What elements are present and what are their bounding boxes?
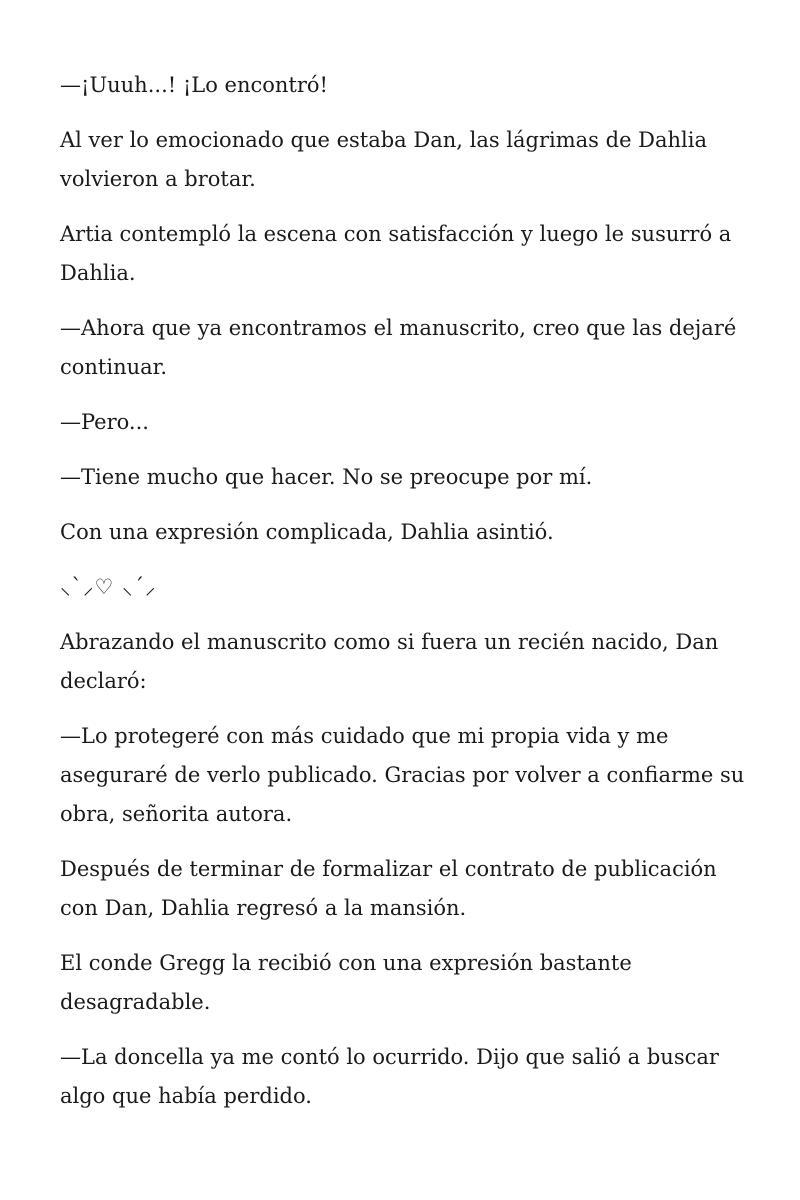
paragraph-10: —Lo protegeré con más cuidado que mi propia vida y me aseguraré de verlo publicado. Gracias por volver a confiarme su obra, señorita autora. — [60, 724, 745, 826]
paragraph-4: —Ahora que ya encontramos el manuscrito, creo que las dejaré continuar. — [60, 316, 737, 379]
paragraph-2: Al ver lo emocionado que estaba Dan, las lágrimas de Dahlia volvieron a brotar. — [60, 128, 708, 191]
paragraph-12: El conde Gregg la recibió con una expresión bastante desagradable. — [60, 951, 632, 1014]
paragraph-5: —Pero... — [60, 410, 149, 434]
paragraph-9: Abrazando el manuscrito como si fuera un recién nacido, Dan declaró: — [60, 630, 719, 693]
paragraph-3: Artia contempló la escena con satisfacción y luego le susurró a Dahlia. — [60, 222, 732, 285]
paragraph-6: —Tiene mucho que hacer. No se preocupe por mí. — [60, 465, 593, 489]
paragraph-7: Con una expresión complicada, Dahlia asintió. — [60, 520, 554, 544]
paragraph-13: —La doncella ya me contó lo ocurrido. Dijo que salió a buscar algo que había perdido. — [60, 1045, 719, 1108]
scene-break-ornament: ⸜`⸝♡ ⸜´⸝ — [60, 575, 157, 599]
paragraph-11: Después de terminar de formalizar el contrato de publicación con Dan, Dahlia regresó a la mansión. — [60, 857, 717, 920]
paragraph-1: —¡Uuuh...! ¡Lo encontró! — [60, 73, 328, 97]
